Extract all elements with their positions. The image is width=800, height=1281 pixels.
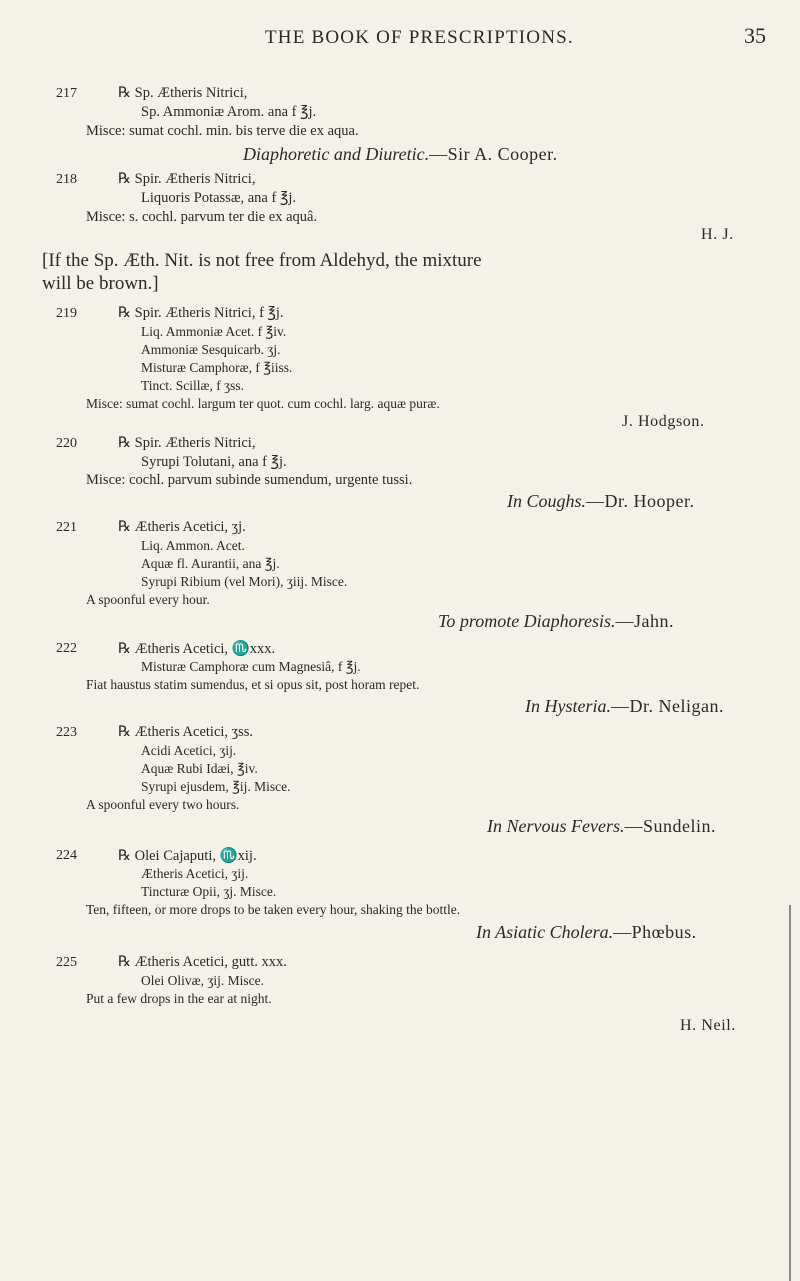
prescription-line: ℞ Spir. Ætheris Nitrici, — [118, 171, 256, 187]
prescription-author: H. J. — [701, 226, 734, 243]
prescription-line: Liquoris Potassæ, ana f ℥j. — [141, 190, 296, 206]
prescription-number: 222 — [56, 641, 77, 656]
heading-author: —Jahn. — [615, 611, 675, 631]
prescription-line: Syrupi Ribium (vel Mori), ʒiij. Misce. — [141, 574, 348, 589]
prescription-directions: A spoonful every hour. — [86, 592, 210, 607]
prescription-line: Misturæ Camphoræ cum Magnesiâ, f ℥j. — [141, 659, 361, 674]
heading-author: —Dr. Neligan. — [610, 696, 724, 716]
prescription-line: ℞ Ætheris Acetici, ʒj. — [118, 519, 246, 535]
prescription-directions: Misce: sumat cochl. largum ter quot. cum cochl. larg. aquæ puræ. — [86, 396, 440, 411]
prescription-number: 219 — [56, 306, 77, 321]
prescription-line: Acidi Acetici, ʒij. — [141, 743, 237, 758]
prescription-directions: Misce: s. cochl. parvum ter die ex aquâ. — [86, 209, 318, 225]
heading-title: To promote Diaphoresis. — [438, 611, 616, 631]
heading-title: Diaphoretic and Diuretic. — [243, 144, 430, 164]
prescription-line: Liq. Ammoniæ Acet. f ℥iv. — [141, 324, 287, 339]
prescription-directions: Misce: sumat cochl. min. bis terve die ex aqua. — [86, 123, 359, 139]
prescription-number: 217 — [56, 86, 77, 101]
prescription-line: ℞ Olei Cajaputi, ♏xij. — [118, 848, 257, 864]
running-title: THE BOOK OF PRESCRIPTIONS. — [265, 27, 574, 48]
prescription-line: Tincturæ Opii, ʒj. Misce. — [141, 884, 277, 899]
section-heading — [487, 816, 716, 837]
prescription-line: Ammoniæ Sesquicarb. ʒj. — [141, 342, 281, 357]
prescription-line: ℞ Ætheris Acetici, ♏xxx. — [118, 641, 276, 657]
prescription-number: 218 — [56, 172, 77, 187]
section-heading — [243, 144, 558, 165]
prescription-line: Aquæ Rubi Idæi, ℥iv. — [141, 761, 258, 776]
heading-title: In Hysteria. — [525, 696, 611, 716]
prescription-line: ℞ Sp. Ætheris Nitrici, — [118, 85, 248, 101]
prescription-line: Olei Olivæ, ʒij. Misce. — [141, 973, 264, 988]
page-edge-line — [789, 905, 791, 1281]
prescription-line: ℞ Spir. Ætheris Nitrici, f ℥j. — [118, 305, 284, 321]
prescription-number: 224 — [56, 848, 77, 863]
prescription-line: Syrupi Tolutani, ana f ℥j. — [141, 454, 287, 470]
prescription-author: J. Hodgson. — [622, 413, 705, 430]
prescription-directions: A spoonful every two hours. — [86, 797, 240, 812]
prescription-line: Liq. Ammon. Acet. — [141, 538, 245, 553]
heading-author: —Dr. Hooper. — [586, 491, 695, 511]
prescription-line: Misturæ Camphoræ, f ℥iiss. — [141, 360, 293, 375]
page-number: 35 — [744, 23, 766, 48]
prescription-number: 220 — [56, 436, 77, 451]
section-heading — [438, 611, 674, 632]
section-heading — [476, 922, 697, 943]
prescription-line: ℞ Spir. Ætheris Nitrici, — [118, 435, 256, 451]
prescription-line: Sp. Ammoniæ Arom. ana f ℥j. — [141, 104, 317, 120]
prescription-line: ℞ Ætheris Acetici, ʒss. — [118, 724, 254, 740]
prescription-line: Syrupi ejusdem, ℥ij. Misce. — [141, 779, 291, 794]
heading-author: —Sundelin. — [624, 816, 716, 836]
prescription-directions: Put a few drops in the ear at night. — [86, 991, 272, 1006]
note-line: will be brown.] — [42, 273, 159, 294]
prescription-line: Aquæ fl. Aurantii, ana ℥j. — [141, 556, 280, 571]
page-header — [0, 23, 800, 53]
heading-title: In Asiatic Cholera. — [476, 922, 614, 942]
prescription-line: ℞ Ætheris Acetici, gutt. xxx. — [118, 954, 287, 970]
heading-author: —Phœbus. — [613, 922, 697, 942]
section-heading — [525, 696, 724, 717]
prescription-directions: Ten, fifteen, or more drops to be taken every hour, shaking the bottle. — [86, 902, 461, 917]
section-heading — [507, 491, 695, 512]
prescription-directions: Misce: cochl. parvum subinde sumendum, urgente tussi. — [86, 472, 413, 488]
prescription-directions: Fiat haustus statim sumendus, et si opus sit, post horam repet. — [86, 677, 420, 692]
heading-title: In Coughs. — [507, 491, 587, 511]
prescription-author: H. Neil. — [680, 1017, 736, 1034]
note-line: [If the Sp. Æth. Nit. is not free from Aldehyd, the mixture — [42, 250, 482, 271]
prescription-number: 223 — [56, 725, 77, 740]
heading-title: In Nervous Fevers. — [487, 816, 625, 836]
heading-author: —Sir A. Cooper. — [429, 144, 558, 164]
prescription-number: 221 — [56, 520, 77, 535]
prescription-line: Ætheris Acetici, ʒij. — [141, 866, 249, 881]
prescription-number: 225 — [56, 955, 77, 970]
prescription-line: Tinct. Scillæ, f ʒss. — [141, 378, 245, 393]
